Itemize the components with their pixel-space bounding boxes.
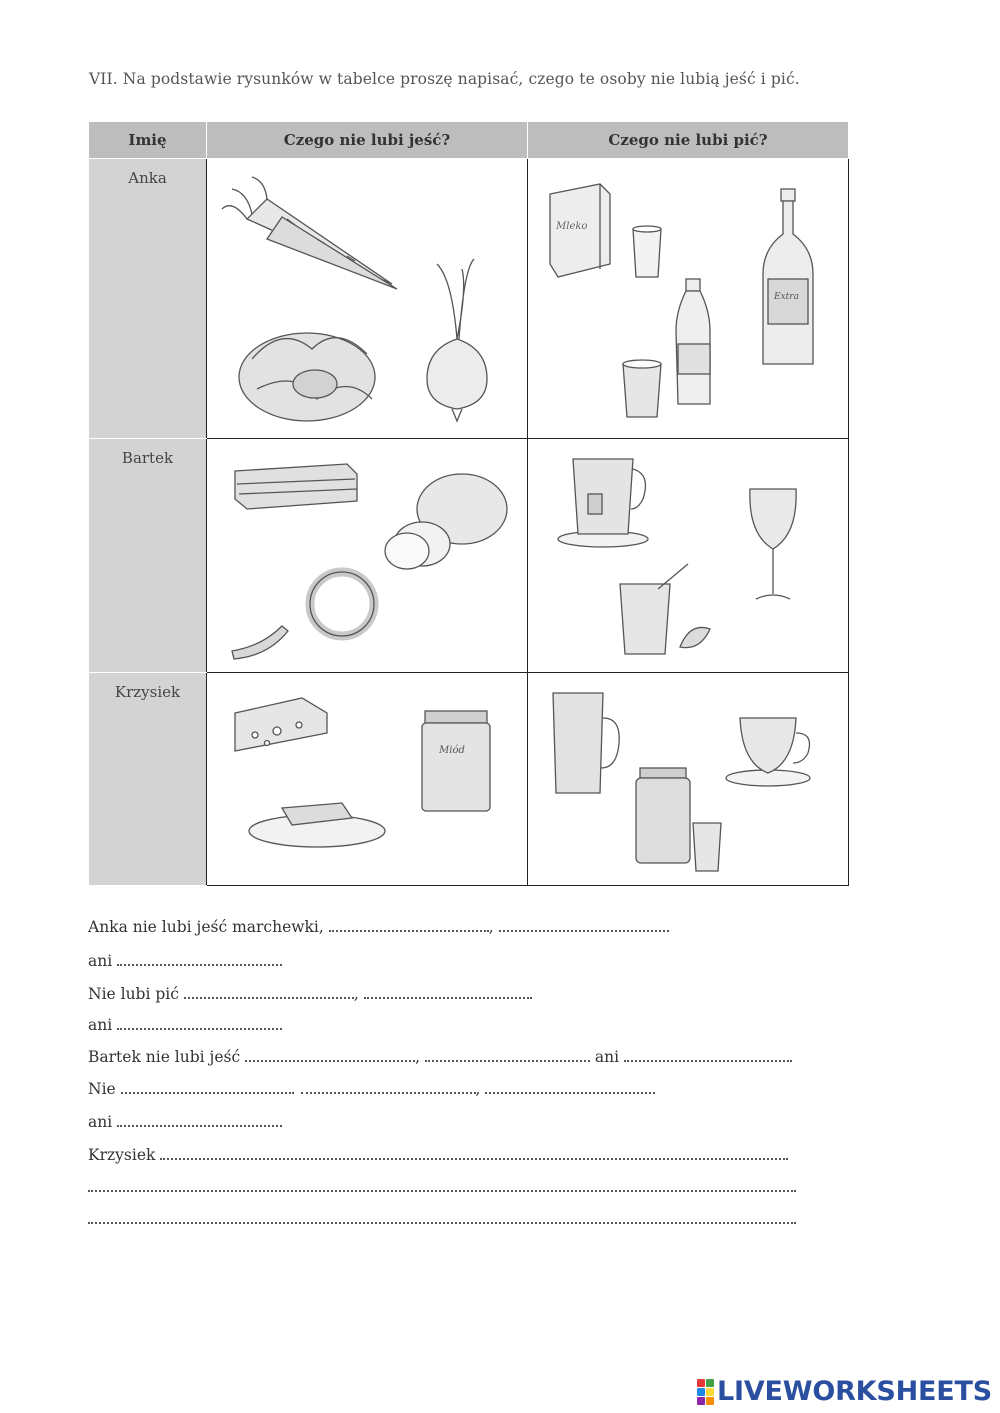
row-name-bartek: Bartek bbox=[89, 439, 207, 673]
lemon-icon bbox=[680, 627, 710, 647]
carrot-icon bbox=[222, 177, 397, 289]
blank-field[interactable] bbox=[485, 1080, 655, 1094]
row-name-anka: Anka bbox=[89, 159, 207, 439]
coffee-cup-icon bbox=[726, 718, 810, 786]
table-header-row bbox=[89, 122, 849, 159]
blank-field[interactable] bbox=[88, 1210, 796, 1224]
separator: . bbox=[290, 1080, 296, 1098]
answer-line-anka-food-ani bbox=[88, 952, 282, 970]
blank-field[interactable] bbox=[121, 1080, 291, 1094]
blank-field[interactable] bbox=[117, 952, 282, 966]
blank-field[interactable] bbox=[245, 1048, 415, 1062]
anka-food-cell bbox=[207, 159, 528, 439]
small-glass-icon bbox=[693, 823, 721, 871]
butter-icon bbox=[249, 803, 385, 847]
logo-mark-icon bbox=[697, 1379, 714, 1405]
anka-food-text: Anka nie lubi jeść marchewki, bbox=[88, 918, 324, 936]
header-name: Imię bbox=[89, 122, 207, 159]
bartek-drink-illustration bbox=[528, 439, 848, 671]
header-food: Czego nie lubi jeść? bbox=[207, 122, 528, 159]
separator: , bbox=[353, 985, 359, 1003]
answer-line-blank bbox=[88, 1210, 796, 1228]
bartek-drink-cell bbox=[528, 439, 849, 673]
bacon-icon bbox=[235, 464, 357, 509]
krzysiek-food-illustration bbox=[207, 673, 527, 884]
blank-field[interactable] bbox=[301, 1080, 476, 1094]
bartek-drink-text: Nie bbox=[88, 1080, 116, 1098]
milk-carton-label: Mleko bbox=[556, 221, 588, 232]
bartek-food-text: Bartek nie lubi jeść bbox=[88, 1048, 241, 1066]
answer-line-blank bbox=[88, 1178, 796, 1196]
answer-line-krzysiek bbox=[88, 1146, 788, 1164]
table-row bbox=[89, 673, 849, 886]
vodka-bottle-icon bbox=[763, 189, 813, 364]
water-bottle-icon bbox=[676, 279, 710, 404]
vodka-label: Extra bbox=[774, 292, 799, 302]
blank-field[interactable] bbox=[160, 1146, 788, 1160]
krzysiek-text: Krzysiek bbox=[88, 1146, 156, 1164]
answer-line-anka-food bbox=[88, 918, 669, 936]
milk-carton-icon bbox=[550, 184, 610, 277]
krzysiek-drink-illustration bbox=[528, 673, 848, 884]
beer-mug-icon bbox=[553, 693, 619, 793]
onion-icon bbox=[427, 259, 487, 421]
blank-field[interactable] bbox=[117, 1113, 282, 1127]
compote-jar-icon bbox=[636, 768, 690, 863]
anka-drink-text: Nie lubi pić bbox=[88, 985, 179, 1003]
answer-line-bartek-food bbox=[88, 1048, 792, 1066]
blank-field[interactable] bbox=[329, 918, 489, 932]
blank-field[interactable] bbox=[184, 985, 354, 999]
honey-label: Miód bbox=[439, 745, 465, 756]
cheese-icon bbox=[235, 698, 327, 751]
blank-field[interactable] bbox=[425, 1048, 590, 1062]
krzysiek-food-cell bbox=[207, 673, 528, 886]
exercise-table bbox=[88, 121, 849, 886]
honey-jar-icon bbox=[422, 711, 490, 811]
logo-text: LIVEWORKSHEETS bbox=[716, 1376, 992, 1407]
small-sausage-icon bbox=[232, 626, 288, 659]
answer-line-anka-drink-ani bbox=[88, 1016, 282, 1034]
answer-line-bartek-drink bbox=[88, 1080, 655, 1098]
separator: , bbox=[415, 1048, 421, 1066]
ani-text: ani bbox=[594, 1048, 620, 1066]
answer-line-anka-drink bbox=[88, 985, 532, 1003]
table-row bbox=[89, 439, 849, 673]
blank-field[interactable] bbox=[88, 1178, 796, 1192]
ani-text: ani bbox=[88, 1016, 113, 1034]
sausage-ring-icon bbox=[310, 572, 374, 636]
separator: , bbox=[475, 1080, 481, 1098]
wine-glass-icon bbox=[750, 489, 796, 599]
liveworksheets-logo bbox=[697, 1376, 992, 1407]
bartek-food-cell bbox=[207, 439, 528, 673]
anka-food-illustration bbox=[207, 159, 527, 437]
ani-text: ani bbox=[88, 1113, 113, 1131]
row-name-krzysiek: Krzysiek bbox=[89, 673, 207, 886]
anka-drink-illustration bbox=[528, 159, 848, 437]
blank-field[interactable] bbox=[499, 918, 669, 932]
blank-field[interactable] bbox=[624, 1048, 792, 1062]
anka-drink-cell bbox=[528, 159, 849, 439]
ani-text: ani bbox=[88, 952, 113, 970]
header-drink: Czego nie lubi pić? bbox=[528, 122, 849, 159]
ham-icon bbox=[385, 474, 507, 569]
glass-icon bbox=[633, 226, 661, 277]
cabbage-icon bbox=[239, 333, 375, 421]
blank-field[interactable] bbox=[117, 1016, 282, 1030]
krzysiek-drink-cell bbox=[528, 673, 849, 886]
juice-glass-icon bbox=[623, 360, 661, 417]
lemonade-icon bbox=[620, 564, 688, 654]
table-row bbox=[89, 159, 849, 439]
tea-glass-icon bbox=[558, 459, 648, 547]
bartek-food-illustration bbox=[207, 439, 527, 671]
exercise-instruction: VII. Na podstawie rysunków w tabelce proszę napisać, czego te osoby nie lubią jeść i pić. bbox=[89, 70, 800, 88]
separator: , bbox=[488, 918, 494, 936]
answer-line-bartek-drink-ani bbox=[88, 1113, 282, 1131]
blank-field[interactable] bbox=[364, 985, 532, 999]
